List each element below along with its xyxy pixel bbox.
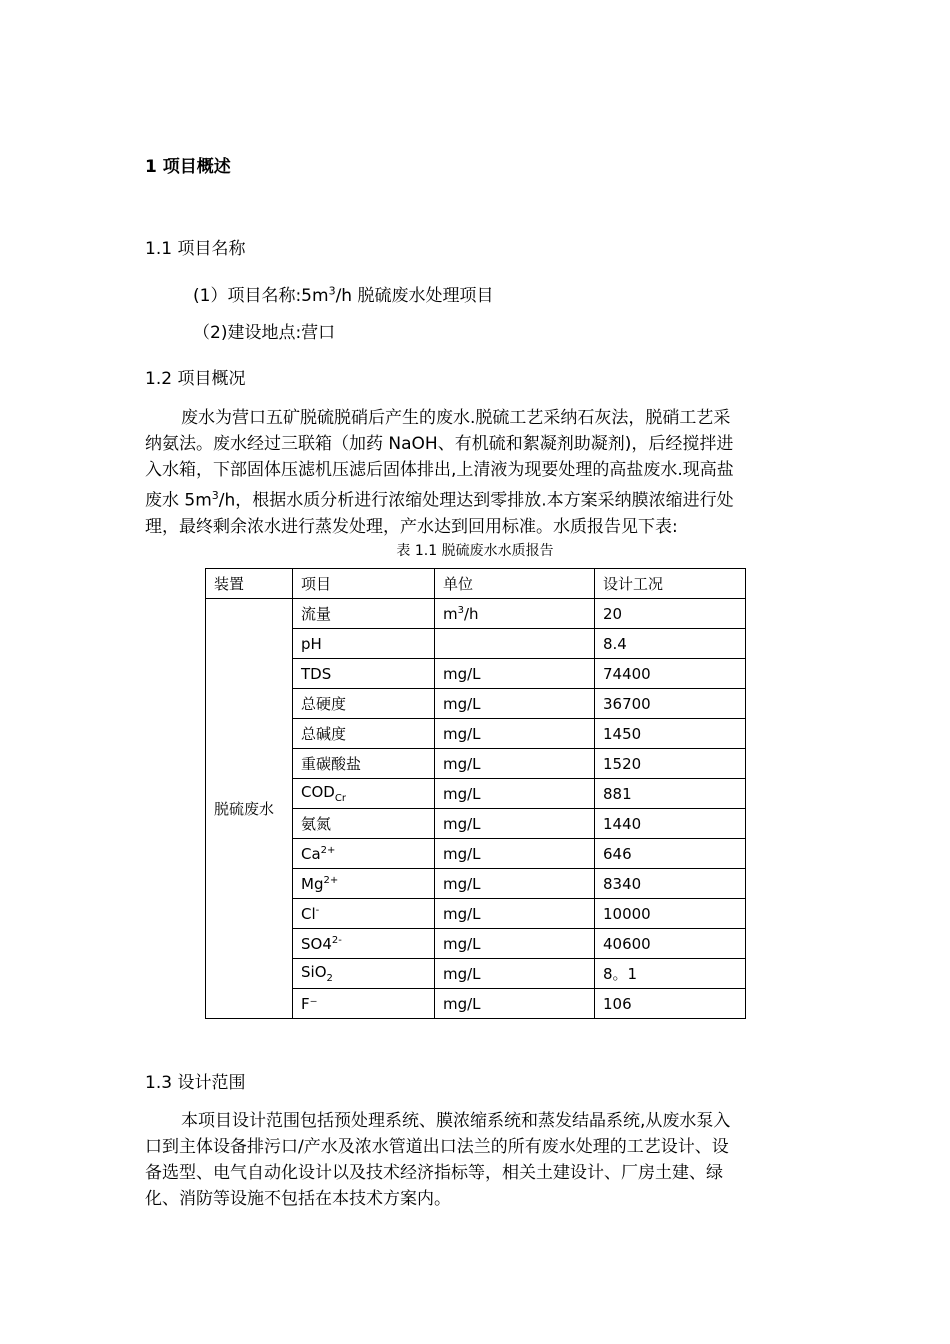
value-cell: 1440 <box>595 809 746 839</box>
scope-paragraph <box>145 1108 808 1212</box>
unit-cell: mg/L <box>435 929 595 959</box>
value-cell: 106 <box>595 989 746 1019</box>
value-cell: 881 <box>595 779 746 809</box>
unit-cell: mg/L <box>435 839 595 869</box>
heading-1-3: 1.3 设计范围 <box>145 1073 246 1093</box>
header-design-value: 设计工况 <box>595 569 746 599</box>
header-unit: 单位 <box>435 569 595 599</box>
unit-cell: $m^3/h$ <box>435 599 595 629</box>
value-cell: 1520 <box>595 749 746 779</box>
item-cell: 重碳酸盐 <box>293 749 435 779</box>
scope-line-2: 口到主体设备排污口/产水及浓水管道出口法兰的所有废水处理的工艺设计、设 <box>145 1137 729 1157</box>
unit-cell <box>435 629 595 659</box>
item-cell: $SO4^{2-}$ <box>293 929 435 959</box>
project-name-suffix: /h 脱硫废水处理项目 <box>335 286 494 306</box>
scope-line-4: 化、消防等设施不包括在本技术方案内。 <box>145 1189 451 1209</box>
device-cell: 脱硫废水 <box>206 599 293 1019</box>
unit-cell: mg/L <box>435 749 595 779</box>
project-location-item: （2)建设地点:营口 <box>193 323 336 343</box>
unit-cell: mg/L <box>435 869 595 899</box>
value-cell: 8340 <box>595 869 746 899</box>
item-cell: $Mg^{2+}$ <box>293 869 435 899</box>
table-row <box>206 599 746 629</box>
overview-line-2: 纳氨法。废水经过三联箱（加药 NaOH、有机硫和絮凝剂助凝剂)，后经搅拌进 <box>145 434 734 454</box>
value-cell: 20 <box>595 599 746 629</box>
item-cell: F⁻ <box>293 989 435 1019</box>
table-caption: 表 1.1 脱硫废水水质报告 <box>396 543 554 559</box>
overview-line-3: 入水箱，下部固体压滤机压滤后固体排出,上清液为现要处理的高盐废水.现高盐 <box>145 460 734 480</box>
unit-cell: mg/L <box>435 899 595 929</box>
value-cell: 8。1 <box>595 959 746 989</box>
project-name-sup: 3 <box>328 284 336 298</box>
item-cell: 总碱度 <box>293 719 435 749</box>
item-cell: pH <box>293 629 435 659</box>
scope-line-3: 备选型、电气自动化设计以及技术经济指标等，相关土建设计、厂房土建、绿 <box>145 1163 723 1183</box>
value-cell: 1450 <box>595 719 746 749</box>
value-cell: 74400 <box>595 659 746 689</box>
overview-line-1: 废水为营口五矿脱硫脱硝后产生的废水.脱硫工艺采纳石灰法，脱硝工艺采 <box>181 408 731 428</box>
item-cell: $COD_{Cr}$ <box>293 779 435 809</box>
unit-cell: mg/L <box>435 659 595 689</box>
item-cell: 总硬度 <box>293 689 435 719</box>
project-name-prefix: (1）项目名称:5m <box>193 286 329 306</box>
heading-1-2: 1.2 项目概况 <box>145 369 246 389</box>
header-item: 项目 <box>293 569 435 599</box>
scope-line-1: 本项目设计范围包括预处理系统、膜浓缩系统和蒸发结晶系统,从废水泵入 <box>181 1111 731 1131</box>
item-cell: SiO$_2$ <box>293 959 435 989</box>
header-device: 装置 <box>206 569 293 599</box>
item-cell: 流量 <box>293 599 435 629</box>
value-cell: 646 <box>595 839 746 869</box>
heading-1-1: 1.1 项目名称 <box>145 239 246 259</box>
unit-cell: mg/L <box>435 689 595 719</box>
overview-line-5: 理，最终剩余浓水进行蒸发处理，产水达到回用标准。水质报告见下表: <box>145 516 678 537</box>
value-cell: 36700 <box>595 689 746 719</box>
unit-cell: mg/L <box>435 989 595 1019</box>
overview-line-4: 废水 $5m^3/h$，根据水质分析进行浓缩处理达到零排放.本方案采纳膜浓缩进行处 <box>145 489 734 511</box>
table-header-row <box>206 569 746 599</box>
value-cell: 8.4 <box>595 629 746 659</box>
unit-cell: mg/L <box>435 779 595 809</box>
water-quality-table <box>205 568 746 1019</box>
unit-cell: mg/L <box>435 809 595 839</box>
item-cell: $Ca^{2+}$ <box>293 839 435 869</box>
item-cell: Cl- <box>293 899 435 929</box>
unit-cell: mg/L <box>435 719 595 749</box>
item-cell: TDS <box>293 659 435 689</box>
project-name-item <box>193 281 493 306</box>
item-cell: 氨氮 <box>293 809 435 839</box>
overview-paragraph <box>145 405 808 540</box>
unit-cell: mg/L <box>435 959 595 989</box>
section-title: 1 项目概述 <box>145 157 231 177</box>
value-cell: 10000 <box>595 899 746 929</box>
value-cell: 40600 <box>595 929 746 959</box>
